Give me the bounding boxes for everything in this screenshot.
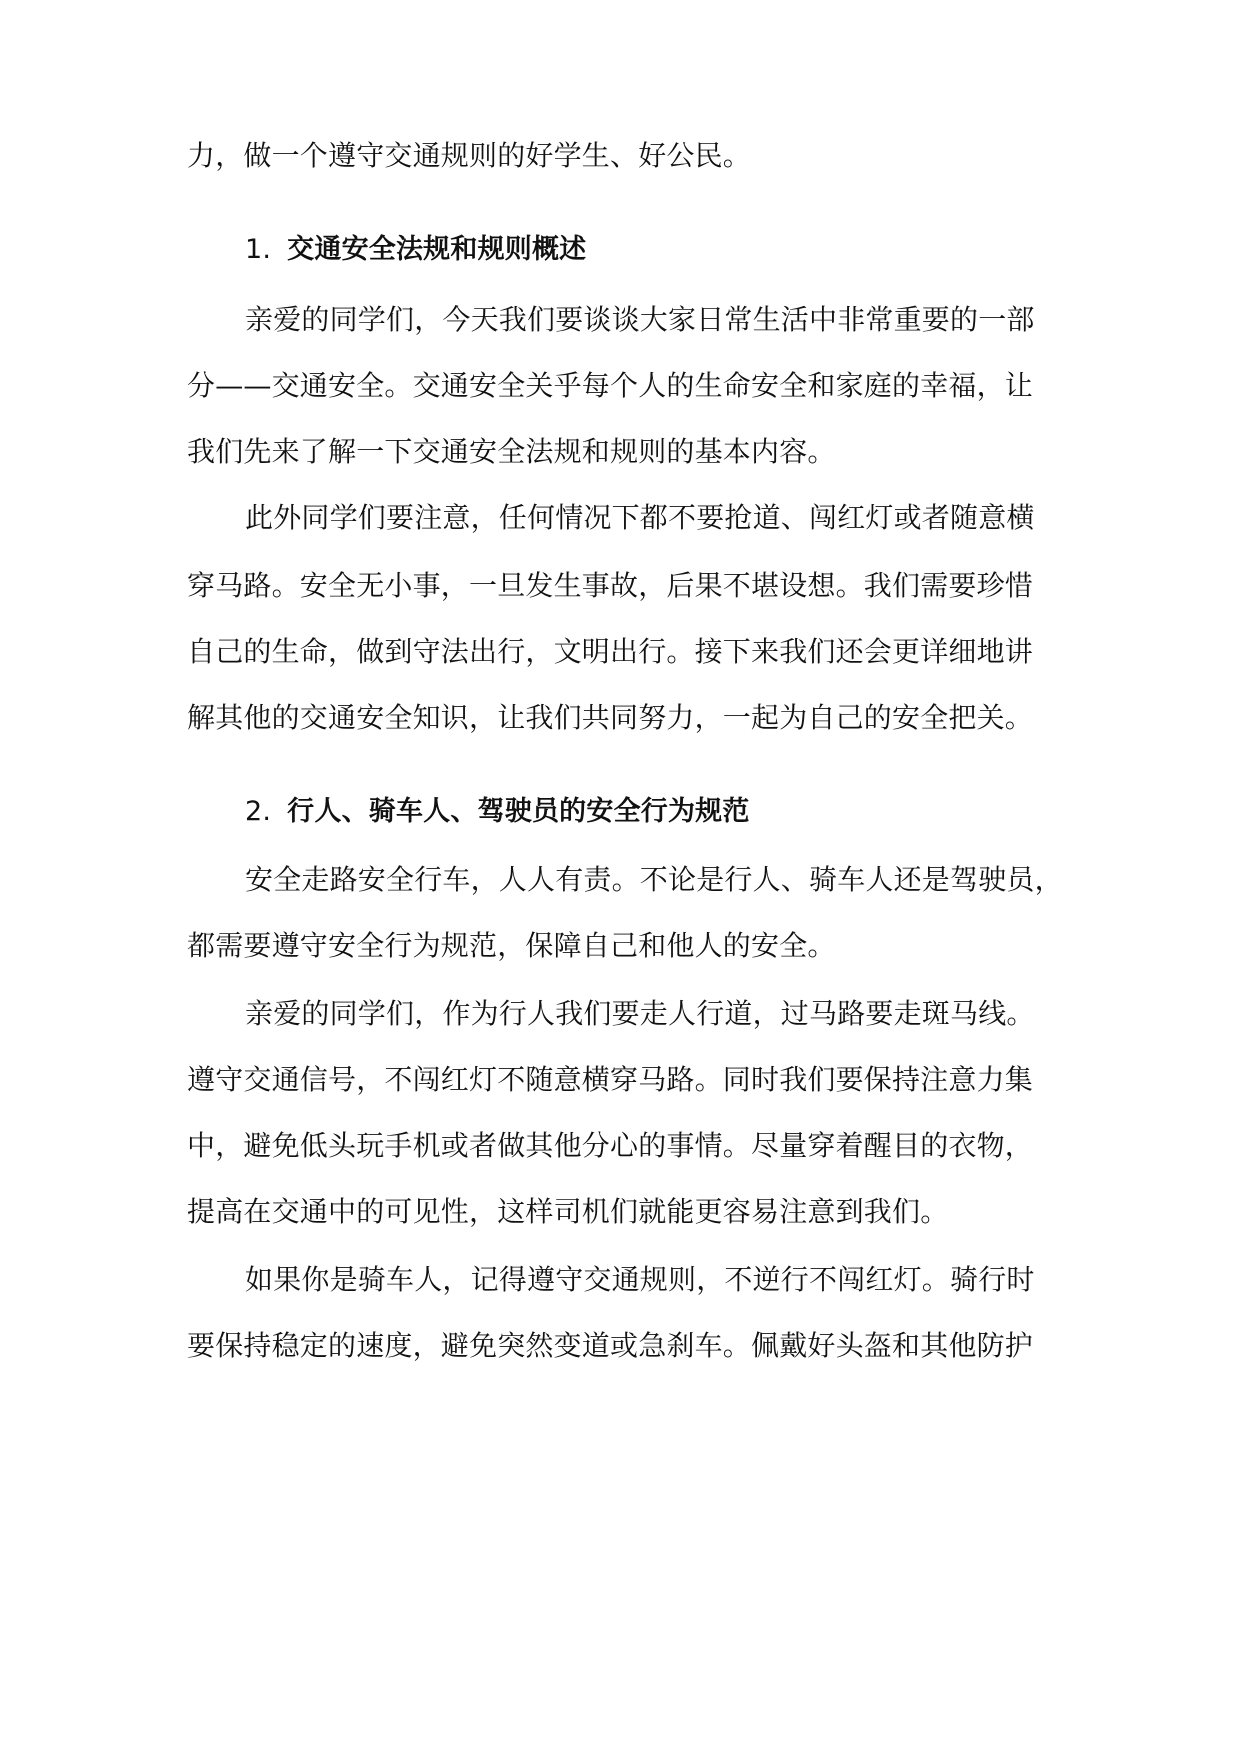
section-number: 1. [245, 234, 272, 265]
section-number: 2. [245, 796, 272, 827]
paragraph-line: 此外同学们要注意，任何情况下都不要抢道、闯红灯或者随意横 [245, 501, 1035, 534]
paragraph-line: 都需要遵守安全行为规范，保障自己和他人的安全。 [187, 929, 836, 962]
paragraph-line: 要保持稳定的速度，避免突然变道或急刹车。佩戴好头盔和其他防护 [187, 1329, 1034, 1362]
section-heading-2 [245, 792, 750, 832]
paragraph-line: 如果你是骑车人，记得遵守交通规则，不逆行不闯红灯。骑行时 [245, 1263, 1035, 1296]
paragraph-line: 中，避免低头玩手机或者做其他分心的事情。尽量穿着醒目的衣物， [187, 1129, 1034, 1162]
section-title: 交通安全法规和规则概述 [287, 234, 587, 265]
paragraph-line: 安全走路安全行车，人人有责。不论是行人、骑车人还是驾驶员， [245, 863, 1063, 896]
paragraph-line: 自己的生命，做到守法出行，文明出行。接下来我们还会更详细地讲 [187, 635, 1034, 668]
paragraph-line: 分——交通安全。交通安全关乎每个人的生命安全和家庭的幸福，让 [187, 369, 1034, 402]
paragraph-line: 遵守交通信号，不闯红灯不随意横穿马路。同时我们要保持注意力集 [187, 1063, 1034, 1096]
section-heading-1 [245, 230, 586, 270]
paragraph-line: 亲爱的同学们，作为行人我们要走人行道，过马路要走斑马线。 [245, 997, 1035, 1030]
paragraph-line: 亲爱的同学们，今天我们要谈谈大家日常生活中非常重要的一部 [245, 303, 1035, 336]
paragraph-line: 解其他的交通安全知识，让我们共同努力，一起为自己的安全把关。 [187, 701, 1034, 734]
paragraph-line: 我们先来了解一下交通安全法规和规则的基本内容。 [187, 435, 836, 468]
paragraph-line: 穿马路。安全无小事，一旦发生事故，后果不堪设想。我们需要珍惜 [187, 569, 1034, 602]
paragraph-line: 力，做一个遵守交通规则的好学生、好公民。 [187, 139, 752, 172]
section-title: 行人、骑车人、驾驶员的安全行为规范 [287, 796, 750, 827]
paragraph-line: 提高在交通中的可见性，这样司机们就能更容易注意到我们。 [187, 1195, 949, 1228]
